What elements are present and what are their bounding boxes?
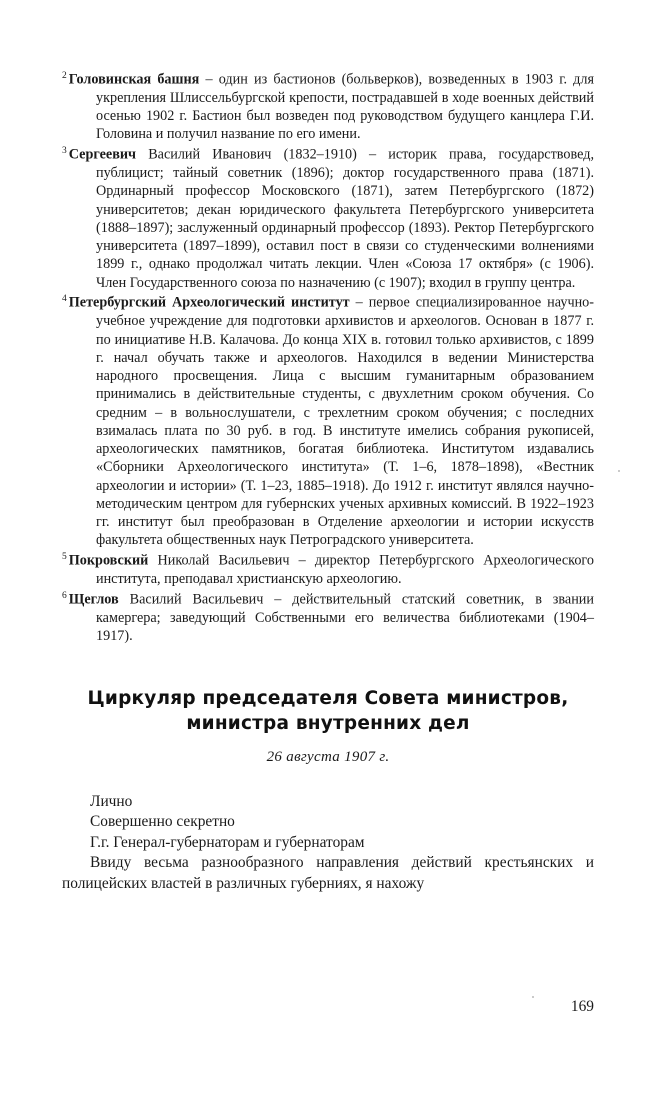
- footnote-item: [62, 551, 594, 588]
- document-body: [62, 792, 594, 894]
- line-personal: Лично: [90, 792, 133, 810]
- footnote-text: Николай Васильевич – директор Петербургского Археологического института, преподавал христианскую археологию.: [96, 552, 594, 588]
- document-title-line-2: министра внутренних дел: [186, 712, 470, 734]
- document-title: [62, 687, 594, 736]
- footnote-text: Василий Васильевич – действительный статский советник, в звании камергера; заведующий Собственными его величества библиотеками (1904–1917).: [96, 591, 594, 645]
- footnote-text: – один из бастионов (больверков), возведенных в 1903 г. для укрепления Шлиссельбургской крепости, пострадавшей в ходе военных действий осенью 1902 г. Бастион был возведен под руководством будущего канцлера Г.И. Головина и получил название по его имени.: [96, 71, 594, 143]
- footnote-marker: 6: [62, 590, 67, 601]
- body-paragraph: Ввиду весьма разнообразного направления действий крестьянских и полицейских властей в различных губерниях, я нахожу: [62, 854, 594, 892]
- footnote-text: – первое специализированное научно-учебное учреждение для подготовки архивистов и археологов. Основан в 1877 г. по инициативе Н.В. Калачова. До конца XIX в. готовил только архивистов, с 1899 г. начал обучать также и археологов. Находился в ведении Министерства народного просвещения. Лица с высшим гуманитарным образованием принимались в действительные студенты, с двухлетним сроком обучения. Со средним – в вольнослушатели, с трехлетним сроком обучения; с последних взималась плата по 30 руб. в год. В институте имелись собрания рукописей, археологических памятников, богатая библиотека. Институтом издавались «Сборники Археологического института» (Т. 1–6, 1878–1898), «Вестник археологии и истории» (Т. 1–23, 1885–1918). До 1912 г. институт являлся научно-методическим центром для губернских ученых архивных комиссий. В 1922–1923 гг. институт был преобразован в Отделение археологии и истории искусств факультета общественных наук Петроградского университета.: [96, 295, 594, 549]
- footnote-lead: Щеглов: [68, 591, 119, 608]
- paper-speck: [618, 470, 620, 472]
- footnote-lead: Сергеевич: [68, 146, 137, 163]
- footnote-lead: Головинская башня: [68, 71, 200, 88]
- footnote-marker: 5: [62, 552, 67, 563]
- footnote-lead: Покровский: [68, 552, 149, 569]
- footnote-item: [62, 70, 594, 144]
- footnote-item: [62, 590, 594, 645]
- footnote-marker: 4: [62, 294, 67, 305]
- footnote-text: Василий Иванович (1832–1910) – историк права, государствовед, публицист; тайный советник (1896); доктор государственного права (1871). Ординарный профессор Московского (1871), затем Петербургского (1872) университетов; декан юридического факультета Петербургского университета (1888–1897); заслуженный ординарный профессор (1893). Ректор Петербургского университета (1897–1899), оставил пост в связи со студенческими волнениями 1899 г., однако продолжал читать лекции. Член «Союза 17 октября» (с 1906). Член Государственного союза по назначению (с 1907); входил в группу центра.: [96, 146, 594, 291]
- paper-speck: [532, 996, 534, 998]
- document-title-line-1: Циркуляр председателя Совета министров,: [87, 688, 569, 710]
- footnote-marker: 2: [62, 71, 67, 81]
- footnotes-section: [62, 70, 594, 645]
- line-addressee: Г.г. Генерал-губернаторам и губернаторам: [90, 833, 365, 851]
- document-date: 26 августа 1907 г.: [266, 748, 390, 765]
- line-secrecy: Совершенно секретно: [90, 813, 235, 831]
- footnote-item: [62, 293, 594, 549]
- footnote-lead: Петербургский Археологический институт: [68, 295, 350, 312]
- footnote-marker: 3: [62, 146, 67, 157]
- page-number: 169: [570, 998, 594, 1015]
- footnote-item: [62, 145, 594, 292]
